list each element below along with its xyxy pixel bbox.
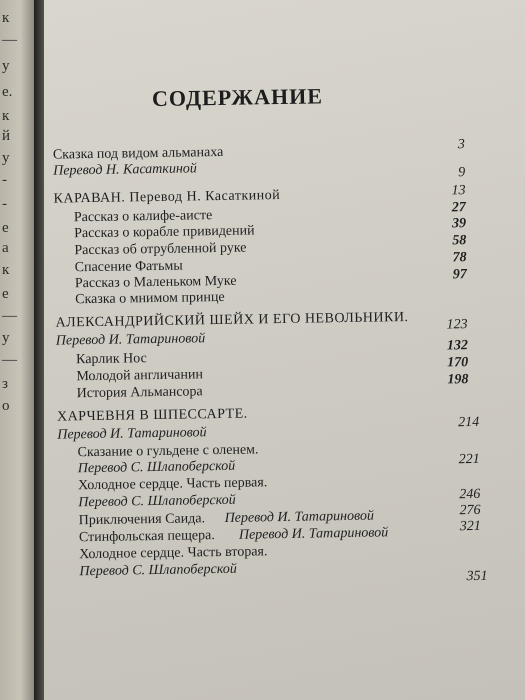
toc-entry: Холодное сердце. Часть первая. <box>77 475 268 494</box>
toc-section-heading: ХАРЧЕВНЯ В ШПЕССАРТЕ. <box>56 406 248 425</box>
book-gutter <box>34 0 44 700</box>
prev-page-fragment: о <box>2 398 10 414</box>
toc-entry: Перевод Н. Касаткиной <box>53 161 197 179</box>
prev-page-fragment: е. <box>2 84 13 100</box>
toc-page-number: 39 <box>451 216 467 232</box>
prev-page-fragment: а <box>2 240 9 256</box>
prev-page-fragment: з <box>2 376 8 392</box>
toc-page-number: 13 <box>451 183 466 199</box>
toc-page-number: 97 <box>452 267 467 283</box>
toc-page-number: 276 <box>459 502 481 519</box>
prev-page-fragment: е <box>2 220 9 236</box>
toc-entry: Рассказ о калифе-аисте <box>73 208 213 226</box>
prev-page-fragment: у <box>2 150 10 166</box>
toc-entry: Рассказ о корабле привидений <box>74 223 255 242</box>
toc-entry: Сказание о гульдене с оленем. <box>77 442 259 461</box>
page-title: СОДЕРЖАНИЕ <box>151 83 324 112</box>
toc-page-number: 132 <box>446 338 469 354</box>
toc-page-number: 58 <box>452 233 467 249</box>
prev-page-fragment: й <box>2 128 11 144</box>
prev-page-fragment: у <box>2 330 10 346</box>
toc-entry: Спасение Фатьмы <box>74 258 183 276</box>
toc-entry: Перевод С. Шлапоберской <box>78 492 236 511</box>
prev-page-fragment: - <box>2 172 7 188</box>
toc-page-number: 198 <box>447 372 469 388</box>
prev-page-fragment: к <box>2 262 10 278</box>
toc-page-number: 9 <box>458 165 466 181</box>
toc-entry: Приключения Саида. <box>78 511 206 529</box>
toc-entry: Карлик Нос <box>76 351 147 368</box>
toc-entry: Перевод И. Татариновой <box>224 508 375 526</box>
prev-page-fragment: е <box>2 286 9 302</box>
prev-page-fragment: — <box>2 308 17 324</box>
toc-page-number: 214 <box>458 414 480 431</box>
toc-entry: Рассказ об отрубленной руке <box>74 240 247 259</box>
toc-page-number: 27 <box>451 200 466 216</box>
toc-page-number: 78 <box>452 250 467 266</box>
toc-section-heading: КАРАВАН. Перевод Н. Касаткиной <box>53 188 281 207</box>
prev-page-fragment: у <box>2 58 10 74</box>
toc-entry: Перевод И. Татариновой <box>238 525 389 543</box>
toc-entry: Перевод С. Шлапоберской <box>79 561 237 580</box>
toc-entry: Сказка под видом альманаха <box>52 144 224 163</box>
toc-page-number: 123 <box>446 317 468 333</box>
toc-entry: Рассказ о Маленьком Муке <box>74 273 237 292</box>
toc-entry: Перевод С. Шлапоберской <box>77 458 236 477</box>
toc-entry: Стинфольская пещера. <box>78 528 215 546</box>
toc-page-number: 221 <box>458 451 480 468</box>
toc-entry: Сказка о мнимом принце <box>75 289 225 308</box>
toc-entry: Перевод И. Татариновой <box>55 331 206 349</box>
toc-page-number: 246 <box>459 486 481 503</box>
toc-page-number: 351 <box>466 568 488 585</box>
contents-page <box>44 0 525 700</box>
previous-page-edge <box>0 0 34 700</box>
toc-entry: История Альмансора <box>76 384 203 402</box>
toc-section-heading: АЛЕКСАНДРИЙСКИЙ ШЕЙХ И ЕГО НЕВОЛЬНИКИ. <box>55 310 409 331</box>
toc-entry: Молодой англичанин <box>76 367 204 385</box>
toc-page-number: 321 <box>459 518 481 535</box>
toc-page-number: 3 <box>457 137 465 153</box>
contents-block <box>44 0 525 700</box>
toc-entry: Перевод И. Татариновой <box>57 425 207 443</box>
toc-entry: Холодное сердце. Часть вторая. <box>79 544 268 563</box>
prev-page-fragment: — <box>2 32 17 48</box>
toc-page-number: 170 <box>447 355 469 371</box>
prev-page-fragment: к <box>2 10 10 26</box>
prev-page-fragment: - <box>2 196 7 212</box>
prev-page-fragment: — <box>2 352 17 368</box>
prev-page-fragment: к <box>2 108 10 124</box>
